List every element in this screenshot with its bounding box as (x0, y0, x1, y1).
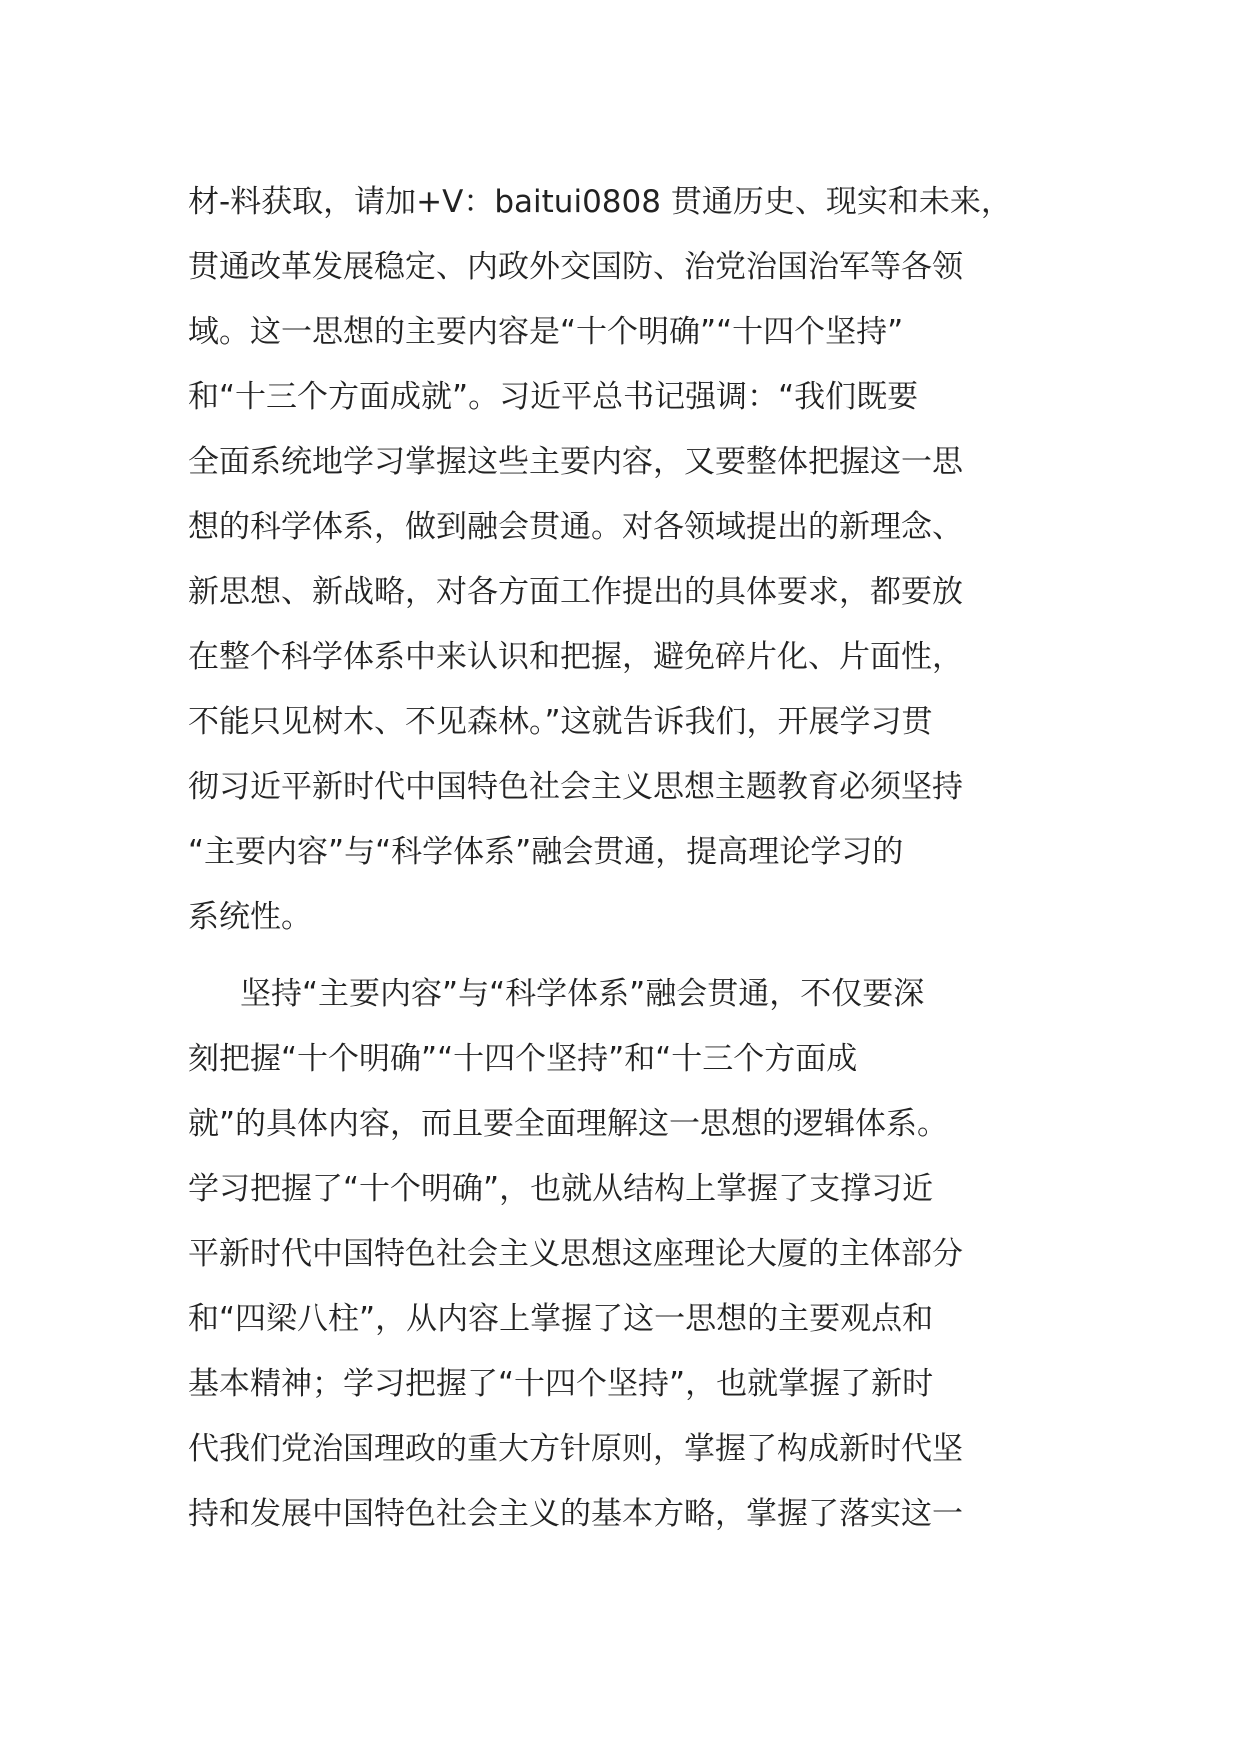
text-line: 新思想、新战略，对各方面工作提出的具体要求，都要放 (188, 574, 963, 610)
text-line: 和“十三个方面成就”。习近平总书记强调：“我们既要 (188, 379, 919, 415)
text-line: 想的科学体系，做到融会贯通。对各领域提出的新理念、 (188, 509, 963, 545)
text-line: 和“四梁八柱”，从内容上掌握了这一思想的主要观点和 (188, 1301, 934, 1337)
paragraph-2 (188, 962, 1068, 1547)
text-line-first: 坚持“主要内容”与“科学体系”融会贯通，不仅要深 (240, 976, 925, 1012)
text-line: 彻习近平新时代中国特色社会主义思想主题教育必须坚持 (188, 769, 963, 805)
text-line: 域。这一思想的主要内容是“十个明确”“十四个坚持” (188, 314, 904, 350)
text-line: 就”的具体内容，而且要全面理解这一思想的逻辑体系。 (188, 1106, 949, 1142)
text-line: 刻把握“十个明确”“十四个坚持”和“十三个方面成 (188, 1041, 858, 1077)
paragraph-1 (188, 170, 1068, 950)
text-line: 不能只见树木、不见森林。”这就告诉我们，开展学习贯 (188, 704, 933, 740)
text-line: 在整个科学体系中来认识和把握，避免碎片化、片面性， (188, 639, 963, 675)
text-line: 持和发展中国特色社会主义的基本方略，掌握了落实这一 (188, 1496, 963, 1532)
document-body (188, 170, 1068, 1547)
text-line: “主要内容”与“科学体系”融会贯通，提高理论学习的 (188, 834, 904, 870)
text-line: 学习把握了“十个明确”，也就从结构上掌握了支撑习近 (188, 1171, 934, 1207)
text-line: 代我们党治国理政的重大方针原则，掌握了构成新时代坚 (188, 1431, 963, 1467)
paragraph-spacer (188, 950, 1068, 962)
text-line: 平新时代中国特色社会主义思想这座理论大厦的主体部分 (188, 1236, 963, 1272)
text-line: 材-料获取，请加+V：baitui0808 贯通历史、现实和未来， (188, 184, 1012, 220)
text-line: 全面系统地学习掌握这些主要内容，又要整体把握这一思 (188, 444, 963, 480)
text-line: 系统性。 (188, 899, 312, 935)
text-line: 基本精神；学习把握了“十四个坚持”，也就掌握了新时 (188, 1366, 934, 1402)
text-line: 贯通改革发展稳定、内政外交国防、治党治国治军等各领 (188, 249, 963, 285)
